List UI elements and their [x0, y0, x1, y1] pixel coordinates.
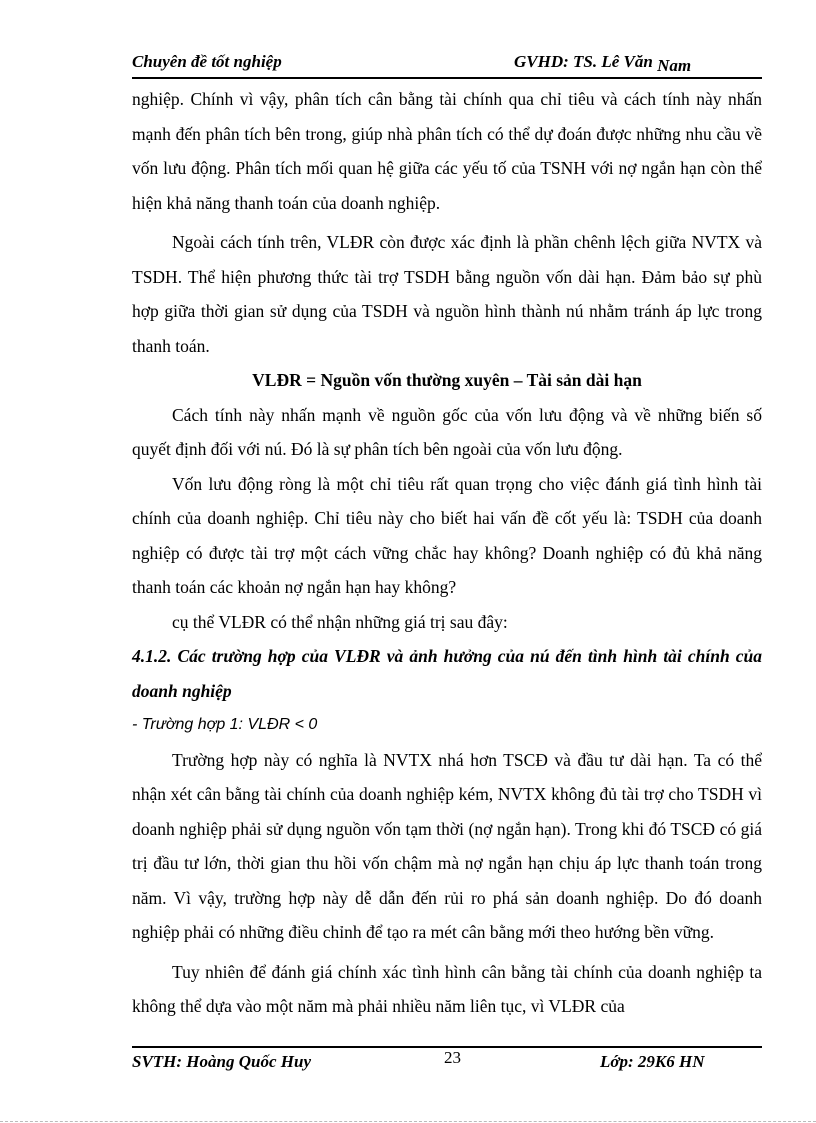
section-heading: 4.1.2. Các trường hợp của VLĐR và ảnh hưởng của nú đến tình hình tài chính của doanh nghiệp — [132, 646, 762, 701]
case-1-label: - Trường hợp 1: VLĐR < 0 — [132, 716, 318, 733]
page-edge — [0, 1121, 816, 1122]
footer-class: Lớp: 29K6 HN — [600, 1052, 705, 1071]
header-supervisor-label: GVHD: TS. Lê Văn — [514, 52, 658, 71]
header-title: Chuyên đề tốt nghiệp — [132, 52, 282, 71]
paragraph-4: Vốn lưu động ròng là một chỉ tiêu rất quan trọng cho việc đánh giá tình hình tài chính của doanh nghiệp. Chỉ tiêu này cho biết hai vấn đề cốt yếu là: TSDH của doanh nghiệp có được tài trợ một cách vững chắc hay không? Doanh nghiệp có đủ khả năng thanh toán các khoản nợ ngắn hạn hay không? — [132, 473, 762, 597]
footer-student: SVTH: Hoàng Quốc Huy — [132, 1052, 311, 1071]
paragraph-2: Ngoài cách tính trên, VLĐR còn được xác định là phần chênh lệch giữa NVTX và TSDH. Thể hiện phương thức tài trợ TSDH bằng nguồn vốn dài hạn. Đảm bảo sự phù hợp giữa thời gian sử dụng của TSDH và nguồn hình thành nú nhằm tránh áp lực trong thanh toán. — [132, 232, 762, 356]
paragraph-5: cụ thể VLĐR có thể nhận những giá trị sau đây: — [172, 611, 508, 632]
page-number: 23 — [444, 1048, 461, 1067]
header-supervisor-name: Nam — [657, 56, 692, 75]
page-header — [132, 52, 762, 78]
paragraph-1: nghiệp. Chính vì vậy, phân tích cân bằng tài chính qua chỉ tiêu và cách tính này nhấn mạnh đến phân tích bên trong, giúp nhà phân tích có thể dự đoán được những nhu cầu về vốn lưu động. Phân tích mối quan hệ giữa các yếu tố của TSNH với nợ ngắn hạn còn thể hiện khả năng thanh toán của doanh nghiệp. — [132, 89, 762, 213]
paragraph-3: Cách tính này nhấn mạnh về nguồn gốc của vốn lưu động và về những biến số quyết định đối với nú. Đó là sự phân tích bên ngoài của vốn lưu động. — [132, 404, 762, 459]
formula: VLĐR = Nguồn vốn thường xuyên – Tài sản dài hạn — [252, 370, 642, 390]
page-body — [132, 82, 762, 1024]
header-supervisor — [514, 52, 692, 75]
paragraph-7: Tuy nhiên để đánh giá chính xác tình hình cân bằng tài chính của doanh nghiệp ta không thể dựa vào một năm mà phải nhiều năm liên tục, vì VLĐR của — [132, 961, 762, 1016]
header-rule — [132, 77, 762, 79]
paragraph-6: Trường hợp này có nghĩa là NVTX nhá hơn TSCĐ và đầu tư dài hạn. Ta có thể nhận xét cân bằng tài chính của doanh nghiệp kém, NVTX không đủ tài trợ cho TSDH vì doanh nghiệp phải sử dụng nguồn vốn tạm thời (nợ ngắn hạn). Trong khi đó TSCĐ có giá trị đầu tư lớn, thời gian thu hồi vốn chậm mà nợ ngắn hạn chịu áp lực thanh toán trong năm. Vì vậy, trường hợp này dễ dẫn đến rủi ro phá sản doanh nghiệp. Do đó doanh nghiệp phải có những điều chỉnh để tạo ra mét cân bằng mới theo hướng bền vững. — [132, 749, 762, 942]
